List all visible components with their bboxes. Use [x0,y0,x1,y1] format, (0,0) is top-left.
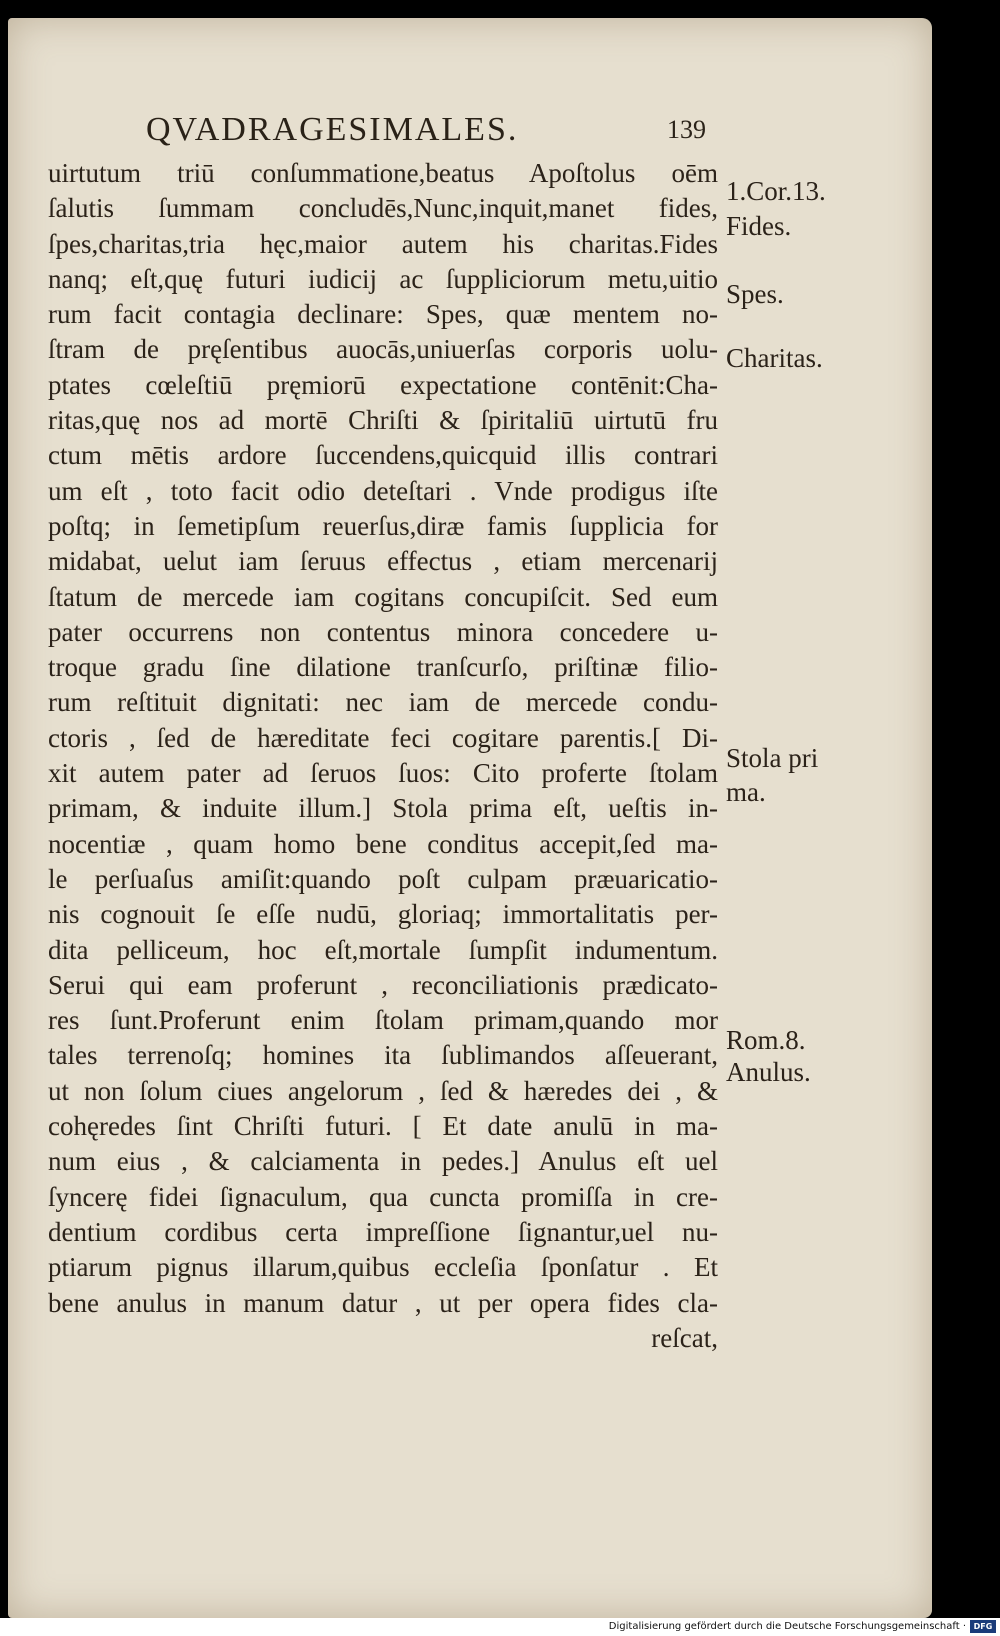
text-line: rum facit contagia declinare: Spes, quæ mentem no- [48,299,718,330]
text-line: rum reſtituit dignitati: nec iam de mercede condu- [48,687,718,718]
text-line: uirtutum triū conſummatione,beatus Apoſtolus oēm [48,158,718,188]
text-line: num eius , & calciamenta in pedes.] Anulus eſt uel [48,1146,718,1177]
text-line: nis cognouit ſe eſſe nudū, gloriaq; immortalitatis per- [48,899,718,930]
text-line: Serui qui eam proferunt , reconciliationis prædicato- [48,969,718,1000]
text-line: dentium cordibus certa impreſſione ſignantur,uel nu- [48,1216,718,1247]
marginal-note-spes: Spes. [726,279,784,309]
dfg-logo: DFG [970,1620,996,1633]
text-line: ſalutis ſummam concludēs,Nunc,inquit,manet fides, [48,193,718,224]
text-line: ctoris , ſed de hæreditate feci cogitare parentis.[ Di- [48,722,718,753]
text-line: tales terrenoſq; homines ita ſublimandos aſſeuerant, [48,1040,718,1071]
page-number: 139 [667,115,706,144]
book-page [8,18,932,1618]
text-line: ut non ſolum ciues angelorum , ſed & hæredes dei , & [48,1075,718,1106]
text-line: midabat, uelut iam ſeruus effectus , etiam mercenarij [48,546,718,577]
text-line: dita pelliceum, hoc eſt,mortale ſumpſit indumentum. [48,934,718,965]
text-line: ſpes,charitas,tria hęc,maior autem his charitas.Fides [48,228,718,259]
marginal-note-anulus: Anulus. [726,1057,811,1087]
marginal-note-fides: Fides. [726,211,792,241]
text-line: ctum mētis ardore ſuccendens,quicquid illis contrari [48,440,718,471]
text-line: nanq; eſt,quę futuri iudicij ac ſuppliciorum metu,uitio [48,263,718,294]
text-line: um eſt , toto facit odio deteſtari . Vnde prodigus iſte [48,475,718,506]
text-line: ptiarum pignus illarum,quibus eccleſia ſponſatur . Et [48,1252,718,1283]
text-line: pater occurrens non contentus minora concedere u- [48,616,718,647]
marginal-note-charitas: Charitas. [726,343,823,373]
text-line: poſtq; in ſemetipſum reuerſus,diræ famis ſupplicia for [48,510,718,541]
catchword-line: reſcat, [651,1322,718,1353]
digitization-footer [0,1618,1000,1636]
text-line: res ſunt.Proferunt enim ſtolam primam,quando mor [48,1005,718,1036]
text-line: troque gradu ſine dilatione tranſcurſo, priſtinæ filio- [48,652,718,683]
text-line: ptates cœleſtiū pręmiorū expectatione contēnit:Cha- [48,369,718,400]
text-line: ſtatum de mercede iam cogitans concupiſcit. Sed eum [48,581,718,612]
marginal-note-rom: Rom.8. [726,1025,806,1055]
text-line: xit autem pater ad ſeruos ſuos: Cito proferte ſtolam [48,758,718,789]
text-line: nocentiæ , quam homo bene conditus accepit,ſed ma- [48,828,718,859]
marginal-note-cor: 1.Cor.13. [726,176,826,206]
running-title: QVADRAGESIMALES. [146,111,519,148]
main-text-block [48,156,718,1356]
marginal-note-stola-cont: ma. [726,777,766,807]
text-line: ſyncerę fidei ſignaculum, qua cuncta promiſſa in cre- [48,1181,718,1212]
footer-credit: Digitalisierung gefördert durch die Deutsche Forschungsgemeinschaft · [608,1621,966,1632]
text-line: primam, & induite illum.] Stola prima eſt, ueſtis in- [48,793,718,824]
text-line: le perſuaſus amiſit:quando poſt culpam præuaricatio- [48,863,718,894]
text-line: ritas,quę nos ad mortē Chriſti & ſpiritaliū uirtutū fru [48,405,718,436]
marginal-note-stola: Stola pri [726,743,819,773]
text-line: bene anulus in manum datur , ut per opera fides cla- [48,1287,718,1318]
text-line: ſtram de pręſentibus auocās,uniuerſas corporis uolu- [48,334,718,365]
page-header [146,110,706,150]
text-line: cohęredes ſint Chriſti futuri. [ Et date anulū in ma- [48,1111,718,1142]
